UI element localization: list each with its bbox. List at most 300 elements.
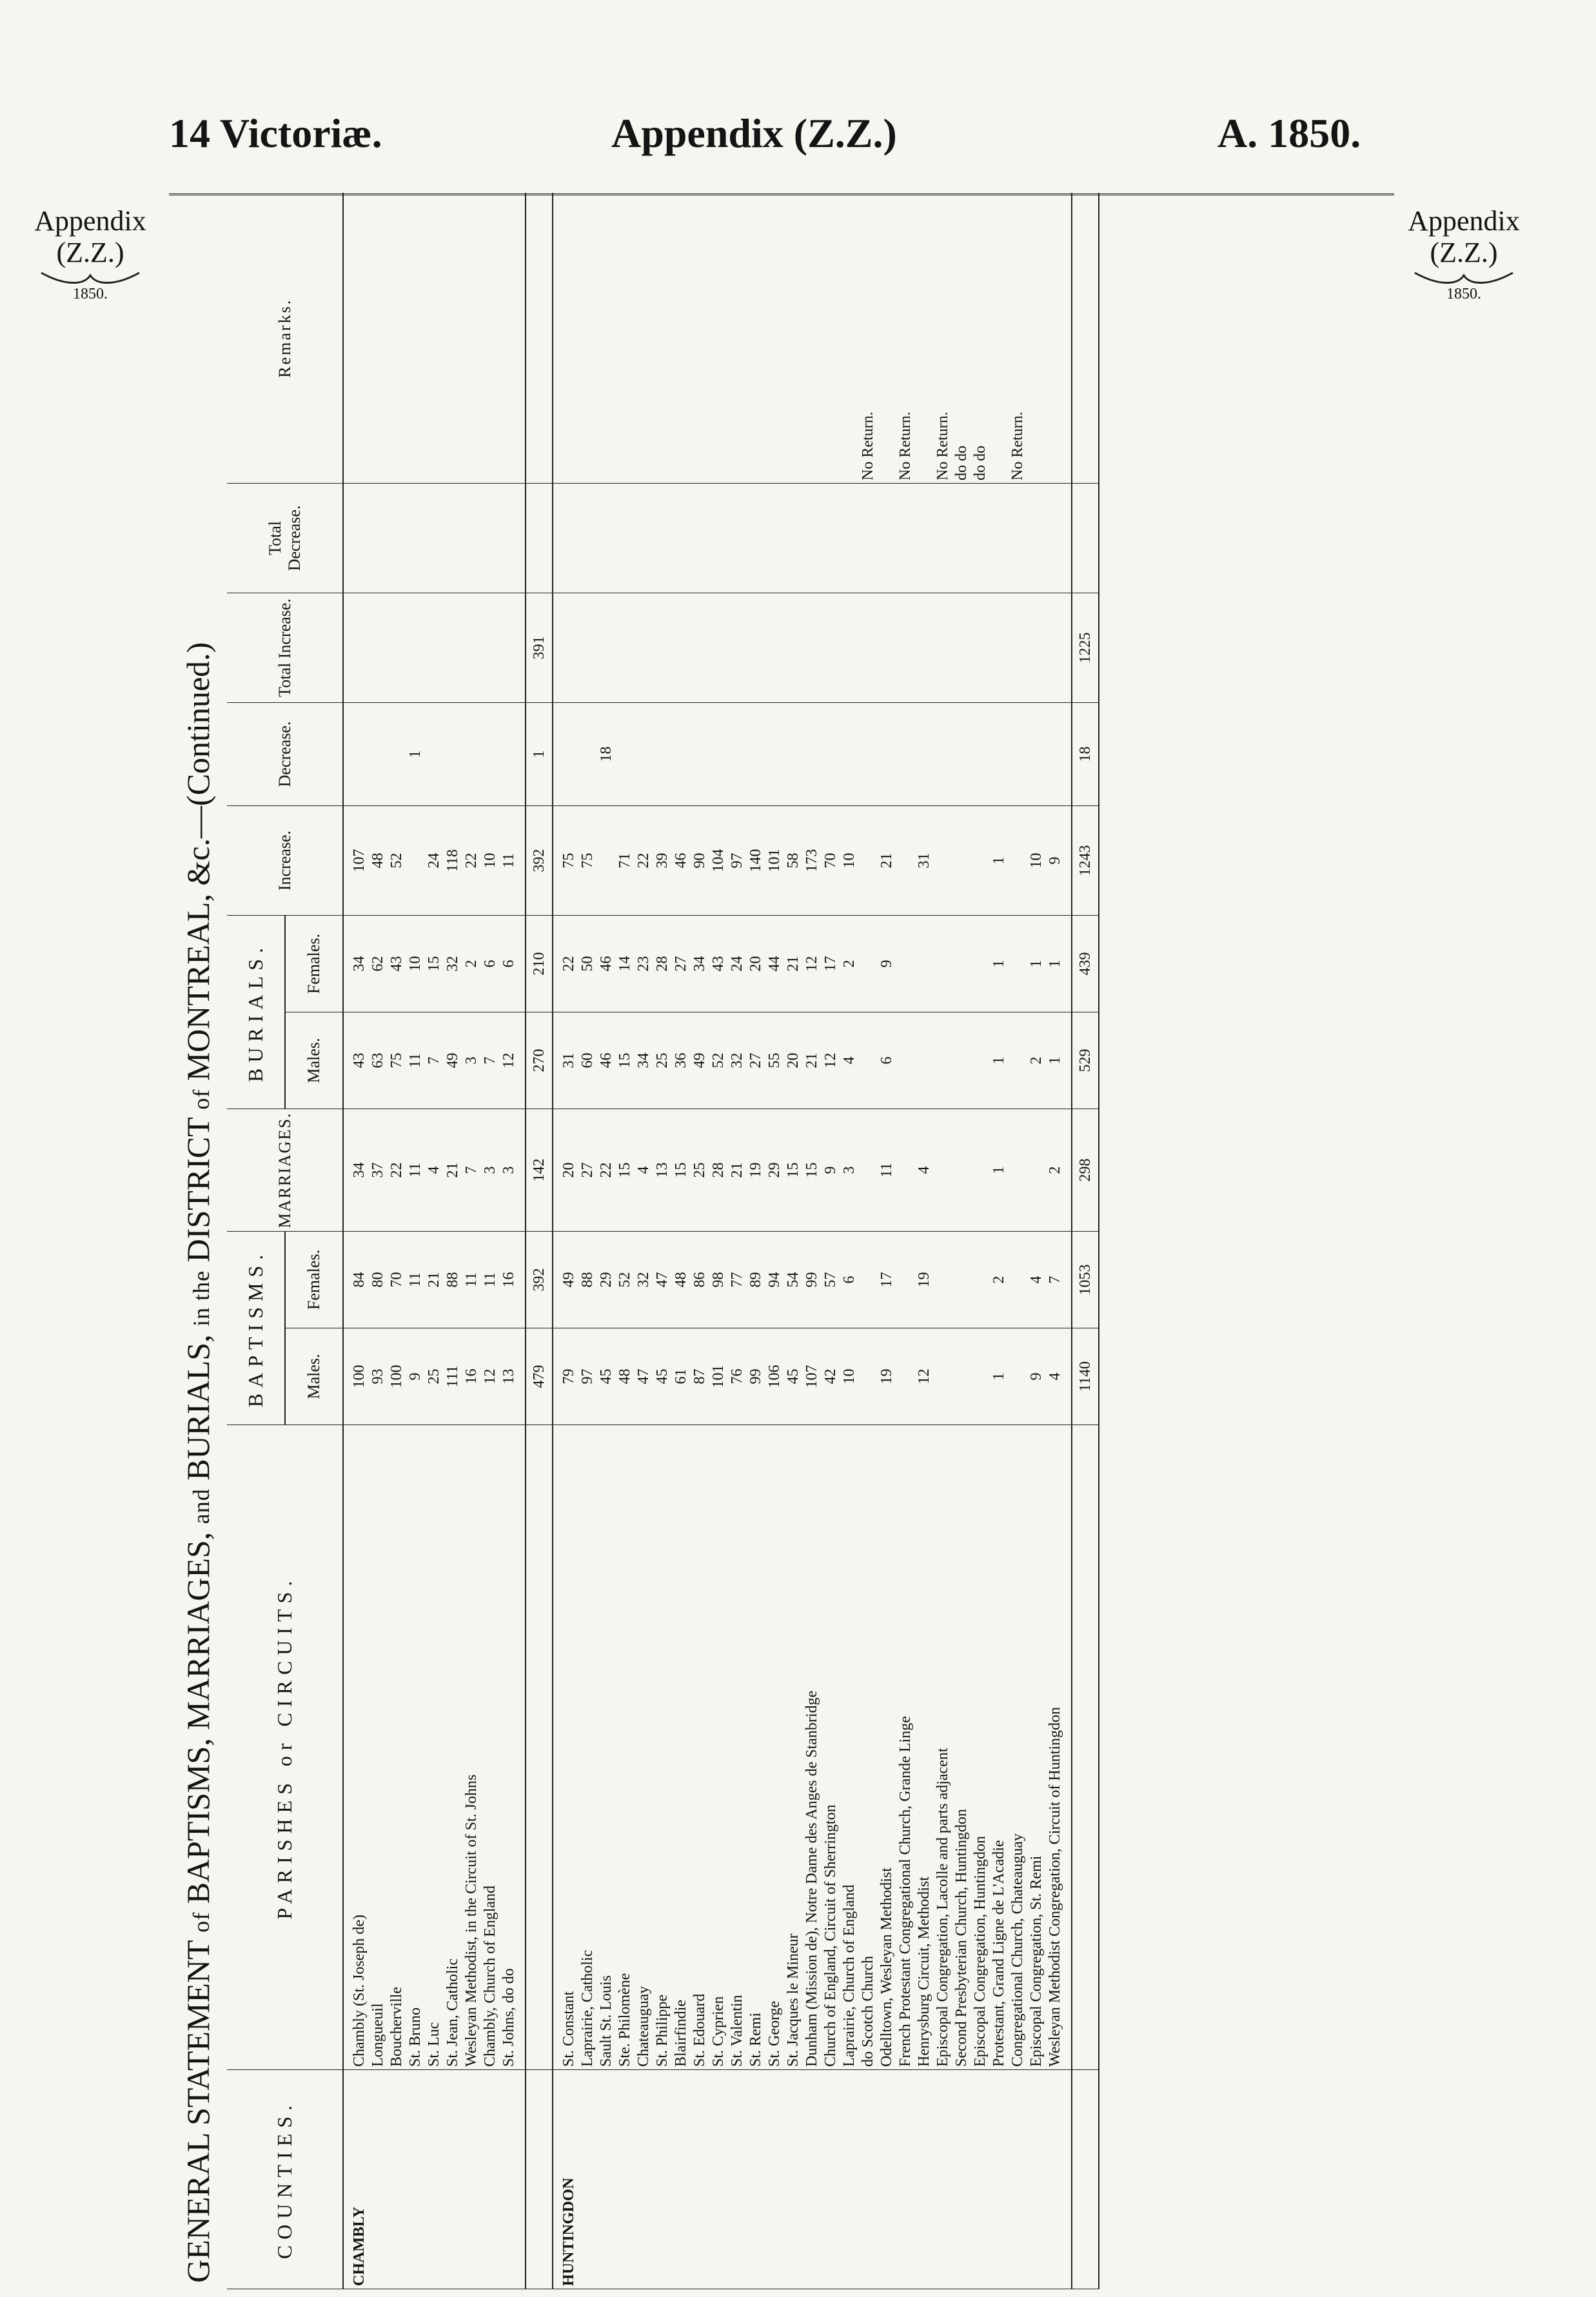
increase-cell: 31 (915, 806, 934, 916)
marriages-cell: 4 (635, 1109, 653, 1232)
table-row (990, 193, 1009, 2289)
burials-males-cell: 2 (1027, 1012, 1046, 1109)
decrease-cell (481, 703, 500, 806)
baptisms-males-cell: 12 (915, 1328, 934, 1425)
county-cell (728, 2070, 747, 2289)
increase-cell: 104 (709, 806, 728, 916)
county-cell (578, 2070, 597, 2289)
burials-males-cell: 63 (369, 1012, 388, 1109)
baptisms-females-cell: 49 (560, 1232, 578, 1328)
header-right: A. 1850. (1217, 110, 1361, 156)
increase-cell: 39 (653, 806, 672, 916)
increase-cell: 173 (803, 806, 822, 916)
baptisms-females-cell: 99 (803, 1232, 822, 1328)
baptisms-females-cell: 88 (578, 1232, 597, 1328)
total-decrease-cell (878, 484, 896, 593)
marriages-cell: 3 (500, 1109, 518, 1232)
baptisms-males-cell: 79 (560, 1328, 578, 1425)
county-cell (840, 2070, 859, 2289)
decrease-cell (1009, 703, 1027, 806)
marriages-cell: 1 (990, 1109, 1009, 1232)
burials-females-cell: 32 (444, 916, 462, 1012)
table-row (840, 193, 859, 2289)
empty-cell (526, 2070, 553, 2289)
burials-males-cell: 20 (784, 1012, 803, 1109)
decrease-cell (915, 703, 934, 806)
county-cell (990, 2070, 1009, 2289)
baptisms-females-cell: 52 (616, 1232, 635, 1328)
burials-males-cell (971, 1012, 990, 1109)
county-cell (481, 2070, 500, 2289)
baptisms-males-cell (934, 1328, 952, 1425)
burials-males-cell: 49 (691, 1012, 709, 1109)
total-increase-cell (840, 593, 859, 703)
burials-females-cell: 9 (878, 916, 896, 1012)
parish-cell: St. Jacques le Mineur (784, 1425, 803, 2070)
burials-males-cell: 25 (653, 1012, 672, 1109)
total-increase-cell (728, 593, 747, 703)
remarks-cell (784, 193, 803, 484)
baptisms-males-cell: 4 (1046, 1328, 1065, 1425)
county-cell (406, 2070, 425, 2289)
baptisms-females-cell: 48 (672, 1232, 691, 1328)
parish-cell: St. George (765, 1425, 784, 2070)
total-increase-cell (878, 593, 896, 703)
parish-cell: Congregational Church, Chateauguay (1009, 1425, 1027, 2070)
side-label-right (1393, 205, 1535, 302)
total-decrease-cell (784, 484, 803, 593)
baptisms-males-cell: 76 (728, 1328, 747, 1425)
marriages-cell (971, 1109, 990, 1232)
table-row (462, 193, 481, 2289)
burials-females-cell: 14 (616, 916, 635, 1012)
decrease-cell (709, 703, 728, 806)
remarks-cell (481, 193, 500, 484)
decrease-cell (971, 703, 990, 806)
parish-cell: Chateauguay (635, 1425, 653, 2070)
title-part: in the (188, 1270, 214, 1326)
decrease-cell (691, 703, 709, 806)
total-decrease-cell (971, 484, 990, 593)
baptisms-females-cell: 89 (747, 1232, 765, 1328)
total-decrease-cell (691, 484, 709, 593)
marriages-cell (1009, 1109, 1027, 1232)
increase-cell: 11 (500, 806, 518, 916)
burials-males-cell: 27 (747, 1012, 765, 1109)
decrease-cell (578, 703, 597, 806)
decrease-cell (765, 703, 784, 806)
spacer-row (1065, 193, 1072, 2289)
decrease-cell (616, 703, 635, 806)
burials-males-cell: 4 (840, 1012, 859, 1109)
baptisms-males-cell: 111 (444, 1328, 462, 1425)
col-total-decrease: Total Decrease. (227, 484, 343, 593)
remarks-cell (878, 193, 896, 484)
baptisms-females-cell: 21 (425, 1232, 444, 1328)
total-uf-cell: 210 (526, 916, 553, 1012)
parish-cell: Wesleyan Methodist Congregation, Circuit of Huntingdon (1046, 1425, 1065, 2070)
parish-cell: St. Luc (425, 1425, 444, 2070)
parish-cell: St. Valentin (728, 1425, 747, 2070)
total-uf-cell: 439 (1072, 916, 1099, 1012)
total-tdec-cell (526, 484, 553, 593)
county-cell: HUNTINGDON (560, 2070, 578, 2289)
increase-cell: 97 (728, 806, 747, 916)
remarks-cell (1027, 193, 1046, 484)
total-decrease-cell (444, 484, 462, 593)
baptisms-females-cell (952, 1232, 971, 1328)
marriages-cell: 21 (444, 1109, 462, 1232)
total-bm-cell: 1140 (1072, 1328, 1099, 1425)
burials-females-cell: 6 (481, 916, 500, 1012)
remarks-cell (653, 193, 672, 484)
empty-cell (1072, 1425, 1099, 2070)
total-inc-cell: 392 (526, 806, 553, 916)
parish-cell: Protestant, Grand Ligne de L'Acadie (990, 1425, 1009, 2070)
burials-females-cell: 34 (691, 916, 709, 1012)
burials-males-cell: 55 (765, 1012, 784, 1109)
baptisms-males-cell: 9 (406, 1328, 425, 1425)
total-decrease-cell (578, 484, 597, 593)
total-increase-cell (784, 593, 803, 703)
marriages-cell: 4 (425, 1109, 444, 1232)
increase-cell (1009, 806, 1027, 916)
table-row (952, 193, 971, 2289)
remarks-cell (388, 193, 406, 484)
remarks-cell (425, 193, 444, 484)
parish-cell: St. Jean, Catholic (444, 1425, 462, 2070)
col-burials-males: Males. (285, 1012, 343, 1109)
burials-females-cell: 28 (653, 916, 672, 1012)
baptisms-females-cell (896, 1232, 915, 1328)
marriages-cell: 25 (691, 1109, 709, 1232)
parish-cell: Episcopal Congregation, Huntingdon (971, 1425, 990, 2070)
total-increase-cell (934, 593, 952, 703)
increase-cell (934, 806, 952, 916)
increase-cell: 10 (481, 806, 500, 916)
decrease-cell (822, 703, 840, 806)
remarks-cell (350, 193, 369, 484)
total-decrease-cell (560, 484, 578, 593)
remarks-cell: No Return. (896, 193, 915, 484)
decrease-cell (462, 703, 481, 806)
baptisms-males-cell: 9 (1027, 1328, 1046, 1425)
baptisms-females-cell (971, 1232, 990, 1328)
table-row (425, 193, 444, 2289)
total-increase-cell (597, 593, 616, 703)
remarks-cell: No Return. (1009, 193, 1027, 484)
burials-females-cell: 21 (784, 916, 803, 1012)
spacer-row (343, 193, 350, 2289)
burials-females-cell: 23 (635, 916, 653, 1012)
swash-ornament-icon (39, 269, 142, 286)
burials-males-cell: 32 (728, 1012, 747, 1109)
table-row (934, 193, 952, 2289)
total-increase-cell (481, 593, 500, 703)
parish-cell: Second Presbyterian Church, Huntingdon (952, 1425, 971, 2070)
total-tdec-cell (1072, 484, 1099, 593)
table-row (896, 193, 915, 2289)
increase-cell: 21 (878, 806, 896, 916)
baptisms-females-cell: 7 (1046, 1232, 1065, 1328)
baptisms-males-cell: 48 (616, 1328, 635, 1425)
table-row (747, 193, 765, 2289)
total-increase-cell (1046, 593, 1065, 703)
decrease-cell (840, 703, 859, 806)
baptisms-males-cell (896, 1328, 915, 1425)
burials-females-cell: 24 (728, 916, 747, 1012)
total-increase-cell (560, 593, 578, 703)
parish-cell: Odelltown, Wesleyan Methodist (878, 1425, 896, 2070)
decrease-cell (672, 703, 691, 806)
decrease-cell (859, 703, 878, 806)
marriages-cell: 22 (388, 1109, 406, 1232)
decrease-cell (896, 703, 915, 806)
total-increase-cell (369, 593, 388, 703)
table-row (971, 193, 990, 2289)
parish-cell: Dunham (Mission de), Notre Dame des Anges de Stanbridge (803, 1425, 822, 2070)
total-decrease-cell (500, 484, 518, 593)
marriages-cell (896, 1109, 915, 1232)
total-increase-cell (915, 593, 934, 703)
table-row (369, 193, 388, 2289)
remarks-cell (597, 193, 616, 484)
remarks-cell (915, 193, 934, 484)
baptisms-females-cell: 70 (388, 1232, 406, 1328)
burials-females-cell (1009, 916, 1027, 1012)
decrease-cell (369, 703, 388, 806)
county-cell (709, 2070, 728, 2289)
county-cell (462, 2070, 481, 2289)
decrease-cell (934, 703, 952, 806)
table-row (765, 193, 784, 2289)
parish-cell: Laprairie, Catholic (578, 1425, 597, 2070)
total-tinc-cell: 391 (526, 593, 553, 703)
baptisms-males-cell: 106 (765, 1328, 784, 1425)
remarks-cell (747, 193, 765, 484)
marriages-cell: 28 (709, 1109, 728, 1232)
baptisms-males-cell: 93 (369, 1328, 388, 1425)
county-cell (597, 2070, 616, 2289)
total-increase-cell (952, 593, 971, 703)
increase-cell (971, 806, 990, 916)
col-baptisms-males: Males. (285, 1328, 343, 1425)
total-increase-cell (765, 593, 784, 703)
increase-cell: 1 (990, 806, 1009, 916)
marriages-cell: 3 (840, 1109, 859, 1232)
total-decrease-cell (1009, 484, 1027, 593)
col-baptisms-females: Females. (285, 1232, 343, 1328)
col-total-increase: Total Increase. (227, 593, 343, 703)
baptisms-males-cell: 107 (803, 1328, 822, 1425)
header-left: 14 Victoriæ. (169, 110, 382, 156)
baptisms-males-cell: 1 (990, 1328, 1009, 1425)
county-cell (388, 2070, 406, 2289)
title-part: GENERAL STATEMENT (180, 1940, 216, 2283)
empty-cell (1072, 193, 1099, 484)
col-remarks: Remarks. (227, 193, 343, 484)
total-increase-cell (616, 593, 635, 703)
total-increase-cell (691, 593, 709, 703)
empty-cell (526, 1425, 553, 2070)
remarks-cell (822, 193, 840, 484)
increase-cell (896, 806, 915, 916)
baptisms-females-cell: 80 (369, 1232, 388, 1328)
total-decrease-cell (896, 484, 915, 593)
table-row (1027, 193, 1046, 2289)
total-mar-cell: 298 (1072, 1109, 1099, 1232)
marriages-cell: 20 (560, 1109, 578, 1232)
decrease-cell (1046, 703, 1065, 806)
total-decrease-cell (672, 484, 691, 593)
baptisms-females-cell: 4 (1027, 1232, 1046, 1328)
burials-males-cell: 1 (1046, 1012, 1065, 1109)
total-increase-cell (350, 593, 369, 703)
county-cell (747, 2070, 765, 2289)
county-cell (765, 2070, 784, 2289)
total-increase-cell (635, 593, 653, 703)
increase-cell: 10 (1027, 806, 1046, 916)
col-baptisms: BAPTISMS. (227, 1232, 285, 1425)
burials-males-cell: 34 (635, 1012, 653, 1109)
total-decrease-cell (915, 484, 934, 593)
decrease-cell (560, 703, 578, 806)
burials-males-cell: 1 (990, 1012, 1009, 1109)
total-increase-cell (1009, 593, 1027, 703)
parish-cell: Blairfindie (672, 1425, 691, 2070)
table-row (616, 193, 635, 2289)
title-part: of (188, 1911, 214, 1933)
parish-cell: Chambly (St. Joseph de) (350, 1425, 369, 2070)
total-increase-cell (388, 593, 406, 703)
baptisms-males-cell: 99 (747, 1328, 765, 1425)
table-row (859, 193, 878, 2289)
parish-cell: St. Bruno (406, 1425, 425, 2070)
totals-row (526, 193, 553, 2289)
parish-cell: do Scotch Church (859, 1425, 878, 2070)
decrease-cell (425, 703, 444, 806)
total-decrease-cell (653, 484, 672, 593)
parish-cell: French Protestant Congregational Church, Grande Linge (896, 1425, 915, 2070)
total-decrease-cell (350, 484, 369, 593)
burials-females-cell (971, 916, 990, 1012)
burials-males-cell: 12 (500, 1012, 518, 1109)
baptisms-males-cell: 45 (653, 1328, 672, 1425)
burials-females-cell: 22 (560, 916, 578, 1012)
total-increase-cell (822, 593, 840, 703)
total-increase-cell (462, 593, 481, 703)
marriages-cell: 15 (672, 1109, 691, 1232)
baptisms-males-cell: 19 (878, 1328, 896, 1425)
total-decrease-cell (859, 484, 878, 593)
burials-females-cell: 2 (840, 916, 859, 1012)
baptisms-males-cell: 100 (350, 1328, 369, 1425)
baptisms-females-cell: 11 (406, 1232, 425, 1328)
table-row (822, 193, 840, 2289)
increase-cell: 75 (560, 806, 578, 916)
increase-cell: 90 (691, 806, 709, 916)
table-row (560, 193, 578, 2289)
baptisms-females-cell: 84 (350, 1232, 369, 1328)
decrease-cell (635, 703, 653, 806)
title-part: BAPTISMS, MARRIAGES, (180, 1532, 216, 1904)
baptisms-females-cell: 19 (915, 1232, 934, 1328)
remarks-cell (635, 193, 653, 484)
table-header (227, 193, 343, 2289)
burials-females-cell: 1 (990, 916, 1009, 1012)
remarks-cell (709, 193, 728, 484)
remarks-cell (990, 193, 1009, 484)
burials-females-cell: 1 (1027, 916, 1046, 1012)
total-increase-cell (709, 593, 728, 703)
remarks-cell (765, 193, 784, 484)
total-decrease-cell (597, 484, 616, 593)
burials-females-cell: 46 (597, 916, 616, 1012)
decrease-cell (878, 703, 896, 806)
burials-males-cell: 21 (803, 1012, 822, 1109)
increase-cell: 48 (369, 806, 388, 916)
increase-cell: 118 (444, 806, 462, 916)
total-bf-cell: 392 (526, 1232, 553, 1328)
title-part: of (188, 1089, 214, 1110)
title-part: MONTREAL, &c.—(Continued.) (180, 642, 216, 1081)
increase-cell: 58 (784, 806, 803, 916)
total-decrease-cell (840, 484, 859, 593)
baptisms-females-cell: 57 (822, 1232, 840, 1328)
title-part: BURIALS, (180, 1334, 216, 1481)
marriages-cell: 19 (747, 1109, 765, 1232)
increase-cell: 75 (578, 806, 597, 916)
baptisms-females-cell (859, 1232, 878, 1328)
parish-cell: St. Cyprien (709, 1425, 728, 2070)
baptisms-females-cell: 98 (709, 1232, 728, 1328)
total-um-cell: 270 (526, 1012, 553, 1109)
burials-females-cell: 12 (803, 916, 822, 1012)
total-decrease-cell (952, 484, 971, 593)
total-mar-cell: 142 (526, 1109, 553, 1232)
county-cell (971, 2070, 990, 2289)
burials-males-cell: 7 (425, 1012, 444, 1109)
increase-cell (859, 806, 878, 916)
marriages-cell: 11 (878, 1109, 896, 1232)
parish-cell: Laprairie, Church of England (840, 1425, 859, 2070)
baptisms-males-cell: 97 (578, 1328, 597, 1425)
county-cell (952, 2070, 971, 2289)
col-burials: BURIALS. (227, 916, 285, 1109)
burials-males-cell (896, 1012, 915, 1109)
table-row (672, 193, 691, 2289)
burials-females-cell: 34 (350, 916, 369, 1012)
parish-cell: St. Johns, do do (500, 1425, 518, 2070)
table-row (578, 193, 597, 2289)
table-row (597, 193, 616, 2289)
marriages-cell: 15 (616, 1109, 635, 1232)
burials-males-cell: 12 (822, 1012, 840, 1109)
remarks-cell: do do (952, 193, 971, 484)
col-marriages: MARRIAGES. (227, 1109, 343, 1232)
side-label-year: 1850. (1446, 285, 1481, 302)
total-decrease-cell (990, 484, 1009, 593)
baptisms-females-cell: 77 (728, 1232, 747, 1328)
table-row (350, 193, 369, 2289)
total-increase-cell (653, 593, 672, 703)
parish-cell: Boucherville (388, 1425, 406, 2070)
total-inc-cell: 1243 (1072, 806, 1099, 916)
remarks-cell (672, 193, 691, 484)
baptisms-males-cell: 10 (840, 1328, 859, 1425)
baptisms-females-cell: 11 (481, 1232, 500, 1328)
increase-cell: 70 (822, 806, 840, 916)
